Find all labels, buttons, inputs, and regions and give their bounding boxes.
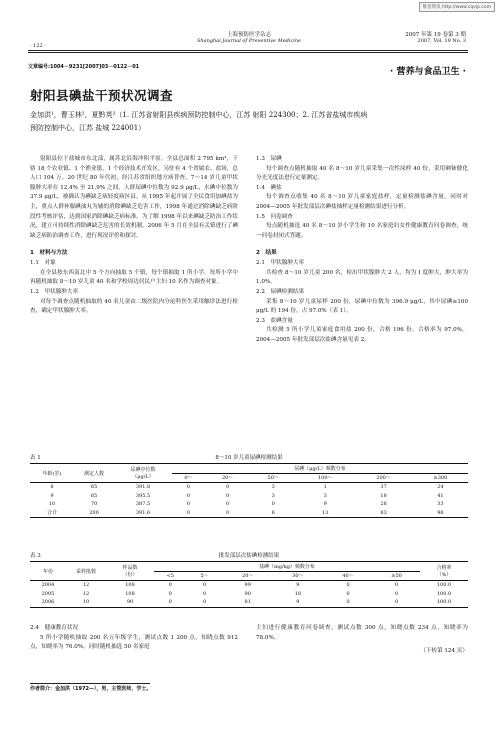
table-1-cell: 1 xyxy=(323,484,327,491)
table-2-cell: 100.0 xyxy=(436,599,452,606)
table-1-cell: 0 xyxy=(186,484,190,491)
table-1-cell: 18 xyxy=(380,492,387,499)
heading-subjects: 1.1 对象 xyxy=(30,260,56,267)
table-2-cell: 12 xyxy=(82,582,90,589)
table-1-cell: 28 xyxy=(380,501,387,508)
table-2-body xyxy=(30,581,468,608)
table-2-header-rate-unit: （%） xyxy=(436,572,452,578)
table-1-cell: 0 xyxy=(226,484,230,491)
table-2 xyxy=(30,561,468,608)
table-2-cell: 0 xyxy=(202,599,207,606)
table-2-cell: 0 xyxy=(346,599,350,606)
right-column xyxy=(256,155,468,346)
table-1-cell: 391.6 xyxy=(135,509,151,516)
table-2-cell: 100.0 xyxy=(436,582,452,589)
section-tag: · 营养与食品卫生 · xyxy=(389,67,466,77)
table-2-row xyxy=(30,581,468,590)
table-1 xyxy=(30,463,468,518)
table-2-bin: 20～ xyxy=(242,573,254,580)
footnote-rule xyxy=(30,683,150,684)
table-2-cell: 0 xyxy=(168,590,172,597)
header-rule xyxy=(28,50,468,51)
table-1-cell: 合计 xyxy=(46,510,57,517)
table-1-cell: 395.5 xyxy=(135,492,151,499)
table-1-header-median-unit: （μg/L） xyxy=(132,474,154,480)
author-block xyxy=(30,109,470,136)
left-column xyxy=(30,155,238,317)
heading-urine-result: 2.2 尿碘检测结果 xyxy=(256,288,305,295)
table-1-cell: 98 xyxy=(437,509,444,516)
table-2-header-rate xyxy=(420,562,468,581)
table-2-cell: 0 xyxy=(168,582,172,589)
table-1-cell: 8 xyxy=(50,484,54,491)
table-1-cell: 3 xyxy=(323,492,327,499)
table-2-label: 表 3 xyxy=(30,553,41,559)
table-2-cell: 0 xyxy=(394,599,399,606)
table-2-title: 批发部层次盐碘检测结果 xyxy=(218,553,280,559)
table-1-cell: 200 xyxy=(89,509,99,516)
table-2-row xyxy=(30,598,468,607)
table-1-cell: 387.5 xyxy=(135,501,151,508)
table-1-cell: 9 xyxy=(323,501,327,508)
table-2-cell: 0 xyxy=(346,582,350,589)
journal-name-cn: 上海预防医学杂志 xyxy=(226,32,271,38)
table-2-block xyxy=(30,551,468,608)
table-2-cell: 2005 xyxy=(41,590,55,597)
table-1-cell: 391.8 xyxy=(135,484,151,491)
watermark-badge: 维普资讯 http://www.cqvip.com xyxy=(419,2,495,12)
table-2-cell: 10 xyxy=(82,599,90,606)
table-2-cell: 90 xyxy=(126,599,134,606)
issue-info xyxy=(405,30,466,44)
table-1-label: 表 1 xyxy=(30,455,41,461)
table-1-cell: 65 xyxy=(90,492,98,499)
table-1-block xyxy=(30,453,468,518)
table-2-bin: 30～ xyxy=(292,573,304,580)
heading-methods: 1 材料与方法 xyxy=(30,250,68,257)
table-1-cell: 41 xyxy=(437,492,444,499)
bottom-right-column xyxy=(256,624,468,657)
continued-note: （下转第 124 页） xyxy=(420,648,468,655)
table-2-cell: 2004 xyxy=(41,582,55,589)
table-2-header-batches: 采样批数 xyxy=(66,562,106,581)
authors-line-1: 金加洪¹，曹玉林²，夏黔英²（1. 江苏省射阳县疾病预防控制中心，江苏 射阳 224300；2. 江苏省盐城市疾病 xyxy=(30,111,368,119)
table-1-header-median-label: 尿碘中位数 xyxy=(130,467,156,473)
heading-iodized-salt: 1.4 碘盐 xyxy=(256,184,282,191)
table-1-title: 8～10 岁儿童尿碘检测结果 xyxy=(215,455,283,461)
table-2-cell: 99 xyxy=(244,582,251,589)
heading-goiter-rate: 1.2 甲状腺肿大率 xyxy=(30,288,79,295)
table-1-cell: 3 xyxy=(271,492,275,499)
goiter-method-paragraph: 对每个调查点随机抽取的 40 名儿童由二级医院内分泌科医生采用触诊法进行检查，确定甲状腺肿大率。 xyxy=(30,298,238,315)
issue-en: 2007, Vol. 19 No. 3 xyxy=(417,38,466,44)
table-1-row xyxy=(30,483,468,492)
table-1-body xyxy=(30,483,468,518)
health-education-continued: 主妇进行健康教育问卷调查，测试点数 300 点，知晓点数 234 点，知晓率为 78.0%。 xyxy=(256,625,468,641)
table-1-header-count: 测定人数 xyxy=(74,464,114,483)
intro-paragraph: 射阳县位于盐城市东北部，属苏北沿海冲积平原。全县总面积 2 795 km²，下辖 18 个农业镇、1 个渔业镇、1 个经济技术开发区，另驻有 4 个省属农、盐场，总人口 104 万。20 世纪 80 年代初，经江苏省组织地方病普查，7～14 岁儿童甲状腺肿大率在 12.4% 至 21.9% 之间，人群尿碘中位数为 92.9 μg/L，水碘中位数为 37.9 μg/L，被确认为碘缺乏病轻度病区县。从 1995 年起开展了全民食用加碘盐为主，重点人群补服碘油丸为辅的消除碘缺乏危害工作，1998 年通过消除碘缺乏病阶段性考核评估，达到国家消除碘缺乏病标准。为了解 1998 年以来碘缺乏防治工作状况，建立可持续性消除碘缺乏危害的长效机制，2006 年 5 月在全县有关镇进行了碘缺乏病防治调查工作，进行现况评价和探讨。 xyxy=(30,156,238,239)
table-1-cell: 83 xyxy=(380,509,387,516)
table-2-cell: 9 xyxy=(296,582,300,589)
table-2-cell: 2006 xyxy=(41,599,55,606)
heading-results: 2 结果 xyxy=(256,250,277,257)
table-1-cell: 0 xyxy=(186,509,190,516)
subjects-paragraph: 在全县按东西南北中 5 个方向抽取 5 个镇，每个镇抽取 1 所小学，每所小学中再随机抽取 8～10 岁儿童 40 名和学校周边居民户主妇 10 名作为调查对象。 xyxy=(30,269,238,286)
table-1-cell: 0 xyxy=(186,492,190,499)
table-2-cell: 12 xyxy=(82,590,90,597)
table-2-header-samples-label: 样品数 xyxy=(122,565,138,571)
iodized-salt-paragraph: 每个调查点收集 40 名 8～10 岁儿童家庭盐样，定量检测盐碘含量。同时对 2004—2005 年批发部层次碘盐抽样定量检测结果进行分析。 xyxy=(256,194,468,211)
table-1-header-age: 年龄(岁) xyxy=(30,464,74,483)
table-2-cell: 9 xyxy=(296,599,300,606)
table-1-bin: 200～ xyxy=(376,475,391,482)
table-1-cell: 33 xyxy=(437,501,444,508)
table-1-row xyxy=(30,509,468,518)
authors-line-2: 预防控制中心，江苏 盐城 224001） xyxy=(30,124,146,133)
heading-health-education: 2.4 健康教育状况 xyxy=(30,625,79,631)
table-2-bin: <5 xyxy=(166,572,174,579)
table-1-bin: 50～ xyxy=(267,475,279,482)
table-2-header-samples xyxy=(106,562,154,581)
table-1-cell: 0 xyxy=(226,501,230,508)
goiter-result-paragraph: 共检查 8～10 岁儿童 200 名，检出甲状腺肿大 2 人，均为 Ⅰ 度肿大，肿大率为 1.0%。 xyxy=(256,269,468,286)
table-1-cell: 13 xyxy=(322,509,329,516)
table-1-cell: 70 xyxy=(90,501,98,508)
table-2-cell: 108 xyxy=(125,590,135,597)
table-2-cell: 90 xyxy=(244,590,251,597)
table-2-bin: 40～ xyxy=(342,573,354,580)
table-1-cell: 0 xyxy=(271,501,275,508)
header-rule-2 xyxy=(28,52,468,53)
table-1-cell: 37 xyxy=(380,484,387,491)
table-1-cell: 24 xyxy=(437,484,444,491)
heading-goiter-result: 2.1 甲状腺肿大率 xyxy=(256,260,305,267)
questionnaire-paragraph: 每点随机抽选 40 名 8～10 岁小学生和 10 名家庭妇女作健康教育问卷调查，统一问卷封闭式答题。 xyxy=(256,223,468,239)
author-footnote: 作者简介：金加洪（1972—），男，主管医师，学士。 xyxy=(30,686,152,692)
salt-result-paragraph: 共检测 5 所小学儿童家庭食用盐 200 份，合格 196 份，合格率为 97.0%。2004—2005 年批发部层次盐碘含量见表 2。 xyxy=(256,327,468,343)
table-2-header-rate-label: 合格率 xyxy=(436,565,452,571)
table-2-cell: 0 xyxy=(202,590,207,597)
table-2-cell: 108 xyxy=(125,582,135,589)
table-2-cell: 18 xyxy=(294,590,302,597)
heading-urine-iodine: 1.3 尿碘 xyxy=(256,156,282,162)
urine-iodine-paragraph: 每个调查点随机抽取 40 名 8～10 岁儿童采集一次性尿样 40 份，采用砷铈催化分光光度法进行定量测定。 xyxy=(256,165,468,182)
table-2-cell: 0 xyxy=(394,590,399,597)
table-2-header-distribution: 盐碘（mg/kg）频数分布 xyxy=(154,562,420,572)
table-1-bin: 100～ xyxy=(317,475,333,482)
table-2-header-year: 年份 xyxy=(30,562,66,581)
table-1-row xyxy=(30,492,468,501)
table-2-row xyxy=(30,590,468,599)
table-2-cell: 100.0 xyxy=(436,590,452,597)
table-1-bin: 20～ xyxy=(221,475,234,482)
heading-questionnaire: 1.5 问卷调查 xyxy=(256,213,293,220)
table-2-cell: 0 xyxy=(202,582,207,589)
table-2-bin: ≥50 xyxy=(391,572,402,579)
table-2-cell: 81 xyxy=(244,599,251,606)
journal-header xyxy=(150,30,348,44)
table-1-cell: 0 xyxy=(226,492,230,499)
table-1-cell: 3 xyxy=(271,484,275,491)
page-number: · 122 · xyxy=(30,43,46,49)
bottom-left-column xyxy=(30,624,238,653)
table-1-header-distribution: 尿碘（μg/L）频数分布 xyxy=(172,464,468,474)
table-1-header-median xyxy=(114,464,172,483)
table-1-cell: 0 xyxy=(186,501,190,508)
health-education-paragraph: 5 所小学随机抽取 200 名五年级学生，测试点数 1 200 点，知晓点数 912 点，知晓率为 76.0%。同时随机抽选 50 名家庭 xyxy=(30,634,238,651)
issue-cn: 2007 年第 19 卷第 3 期 xyxy=(405,32,466,38)
table-1-bin: ≥300 xyxy=(433,474,448,481)
table-2-header-samples-unit: （份） xyxy=(122,572,138,578)
table-1-cell: 10 xyxy=(48,501,56,508)
table-1-bin: 0～ xyxy=(184,475,193,482)
table-2-cell: 0 xyxy=(346,590,350,597)
table-1-cell: 65 xyxy=(90,484,98,491)
article-number: 文章编号:1004－9231[2007]03－0122－01 xyxy=(28,64,140,70)
table-1-row xyxy=(30,500,468,509)
table-2-cell: 0 xyxy=(168,599,172,606)
table-2-bin: 5～ xyxy=(200,573,209,580)
urine-result-paragraph: 采集 8～10 岁儿童尿样 200 份，尿碘中位数为 396.9 μg/L，其中尿碘≥100 μg/L 的 194 份，占 97.0%（表 1）。 xyxy=(256,298,468,315)
table-1-cell: 0 xyxy=(226,509,230,516)
table-2-cell: 0 xyxy=(394,582,399,589)
article-title: 射阳县碘盐干预状况调查 xyxy=(30,88,174,103)
heading-salt-result: 2.3 盐碘含量 xyxy=(256,317,293,324)
journal-name-en: Shanghai Journal of Preventive Medicine xyxy=(196,38,302,44)
table-1-cell: 9 xyxy=(50,492,54,499)
table-1-cell: 6 xyxy=(271,509,275,516)
